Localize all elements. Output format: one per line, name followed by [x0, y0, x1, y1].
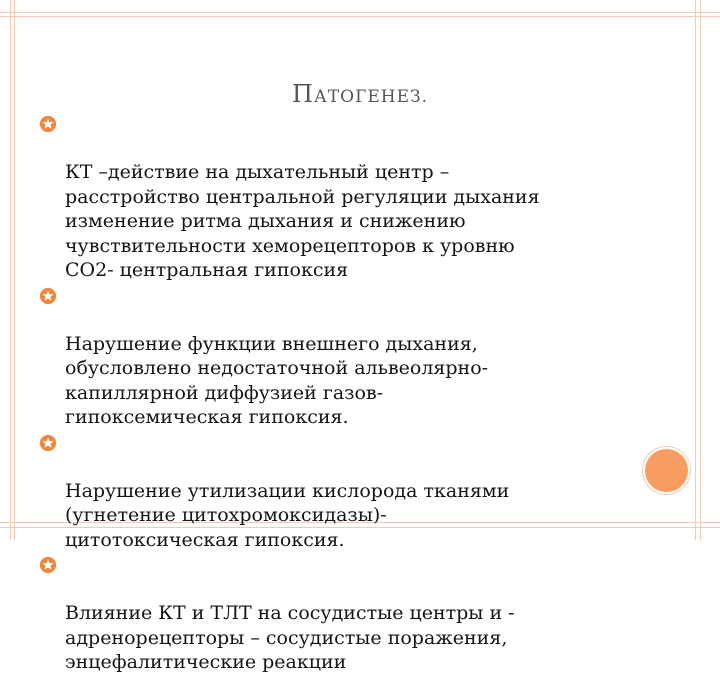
decorative-circle: [643, 447, 690, 494]
bullet-item: [39, 430, 619, 553]
slide-title-rest: АТОГЕНЕЗ.: [313, 87, 428, 107]
star-bullet-icon: [39, 115, 57, 133]
slide-title-initial: П: [292, 80, 314, 108]
slide-title: [0, 80, 720, 108]
bullet-item: [39, 552, 619, 675]
bullet-text: Нарушение функции внешнего дыхания, обусловлено недостаточной альвеолярно- капиллярной диффузией газов- гипоксемическая гипоксия.: [65, 332, 489, 428]
bullet-text: Влияние КТ и ТЛТ на сосудистые центры и - адренорецепторы – сосудистые поражения, энцефалитические реакции: [65, 602, 515, 673]
bullet-item: [39, 111, 619, 283]
star-bullet-icon: [39, 556, 57, 574]
bullet-list: [39, 111, 619, 675]
frame-line-top: [0, 12, 720, 13]
bullet-text: Нарушение утилизации кислорода тканями (угнетение цитохромоксидазы)- цитотоксическая гипоксия.: [65, 479, 510, 551]
star-bullet-icon: [39, 287, 57, 305]
frame-line-top-inner: [0, 16, 720, 17]
bullet-item: [39, 283, 619, 430]
star-bullet-icon: [39, 434, 57, 452]
bullet-text: КТ –действие на дыхательный центр – расстройство центральной регуляции дыхания изменение ритма дыхания и снижению чувствительности хеморецепторов к уровню СО2- центральная гипоксия: [65, 161, 540, 281]
